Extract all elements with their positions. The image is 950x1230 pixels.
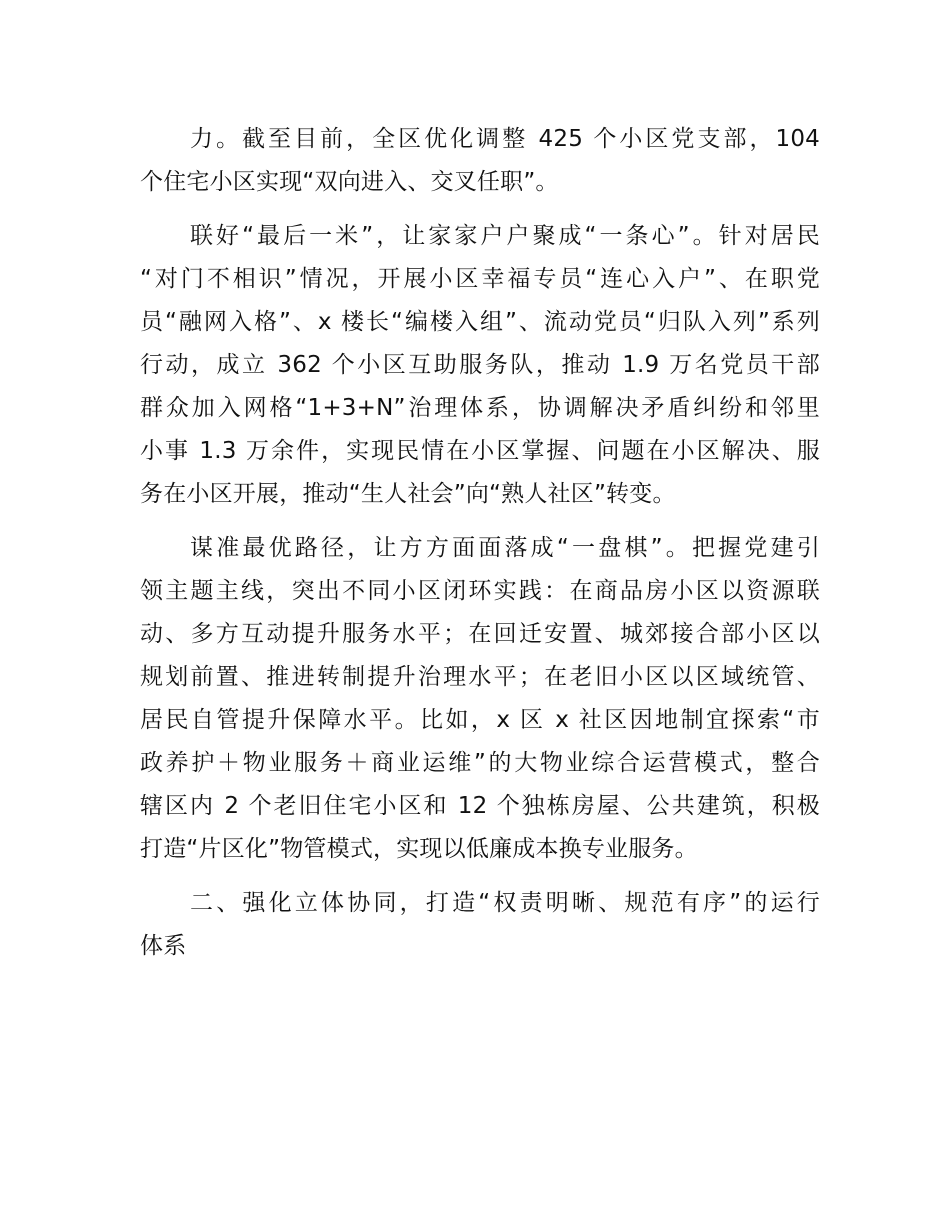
paragraph-2-line-1: 联好“最后一米”，让家家户户聚成“一条心”。针对居民	[190, 223, 820, 249]
paragraph-3-line-1: 谋准最优路径，让方方面面落成“一盘棋”。把握党建引	[190, 535, 820, 561]
paragraph-3-line-3: 动、多方互动提升服务水平；在回迁安置、城郊接合部小区以	[140, 621, 820, 647]
paragraph-1-line-1: 力。截至目前，全区优化调整 425 个小区党支部，104	[190, 126, 820, 152]
paragraph-2-line-3: 员“融网入格”、x 楼长“编楼入组”、流动党员“归队入列”系列	[140, 309, 820, 335]
section-heading-line-1: 二、强化立体协同，打造“权责明晰、规范有序”的运行	[190, 890, 820, 916]
paragraph-3-line-6: 政养护＋物业服务＋商业运维”的大物业综合运营模式，整合	[140, 750, 820, 776]
section-heading-line-2: 体系	[140, 933, 187, 959]
paragraph-2-line-7: 务在小区开展，推动“生人社会”向“熟人社区”转变。	[140, 481, 676, 507]
paragraph-2-line-2: “对门不相识”情况，开展小区幸福专员“连心入户”、在职党	[140, 266, 820, 292]
paragraph-1-line-2: 个住宅小区实现“双向进入、交叉任职”。	[140, 169, 559, 195]
paragraph-2-line-5: 群众加入网格“1+3+N”治理体系，协调解决矛盾纠纷和邻里	[140, 395, 820, 421]
paragraph-3-line-7: 辖区内 2 个老旧住宅小区和 12 个独栋房屋、公共建筑，积极	[140, 793, 820, 819]
paragraph-3-line-2: 领主题主线，突出不同小区闭环实践：在商品房小区以资源联	[140, 578, 820, 604]
paragraph-3-line-5: 居民自管提升保障水平。比如，x 区 x 社区因地制宜探索“市	[140, 707, 820, 733]
paragraph-3-line-8: 打造“片区化”物管模式，实现以低廉成本换专业服务。	[140, 836, 698, 862]
paragraph-2-line-4: 行动，成立 362 个小区互助服务队，推动 1.9 万名党员干部	[140, 352, 820, 378]
paragraph-3-line-4: 规划前置、推进转制提升治理水平；在老旧小区以区域统管、	[140, 664, 820, 690]
paragraph-2-line-6: 小事 1.3 万余件，实现民情在小区掌握、问题在小区解决、服	[140, 438, 820, 464]
